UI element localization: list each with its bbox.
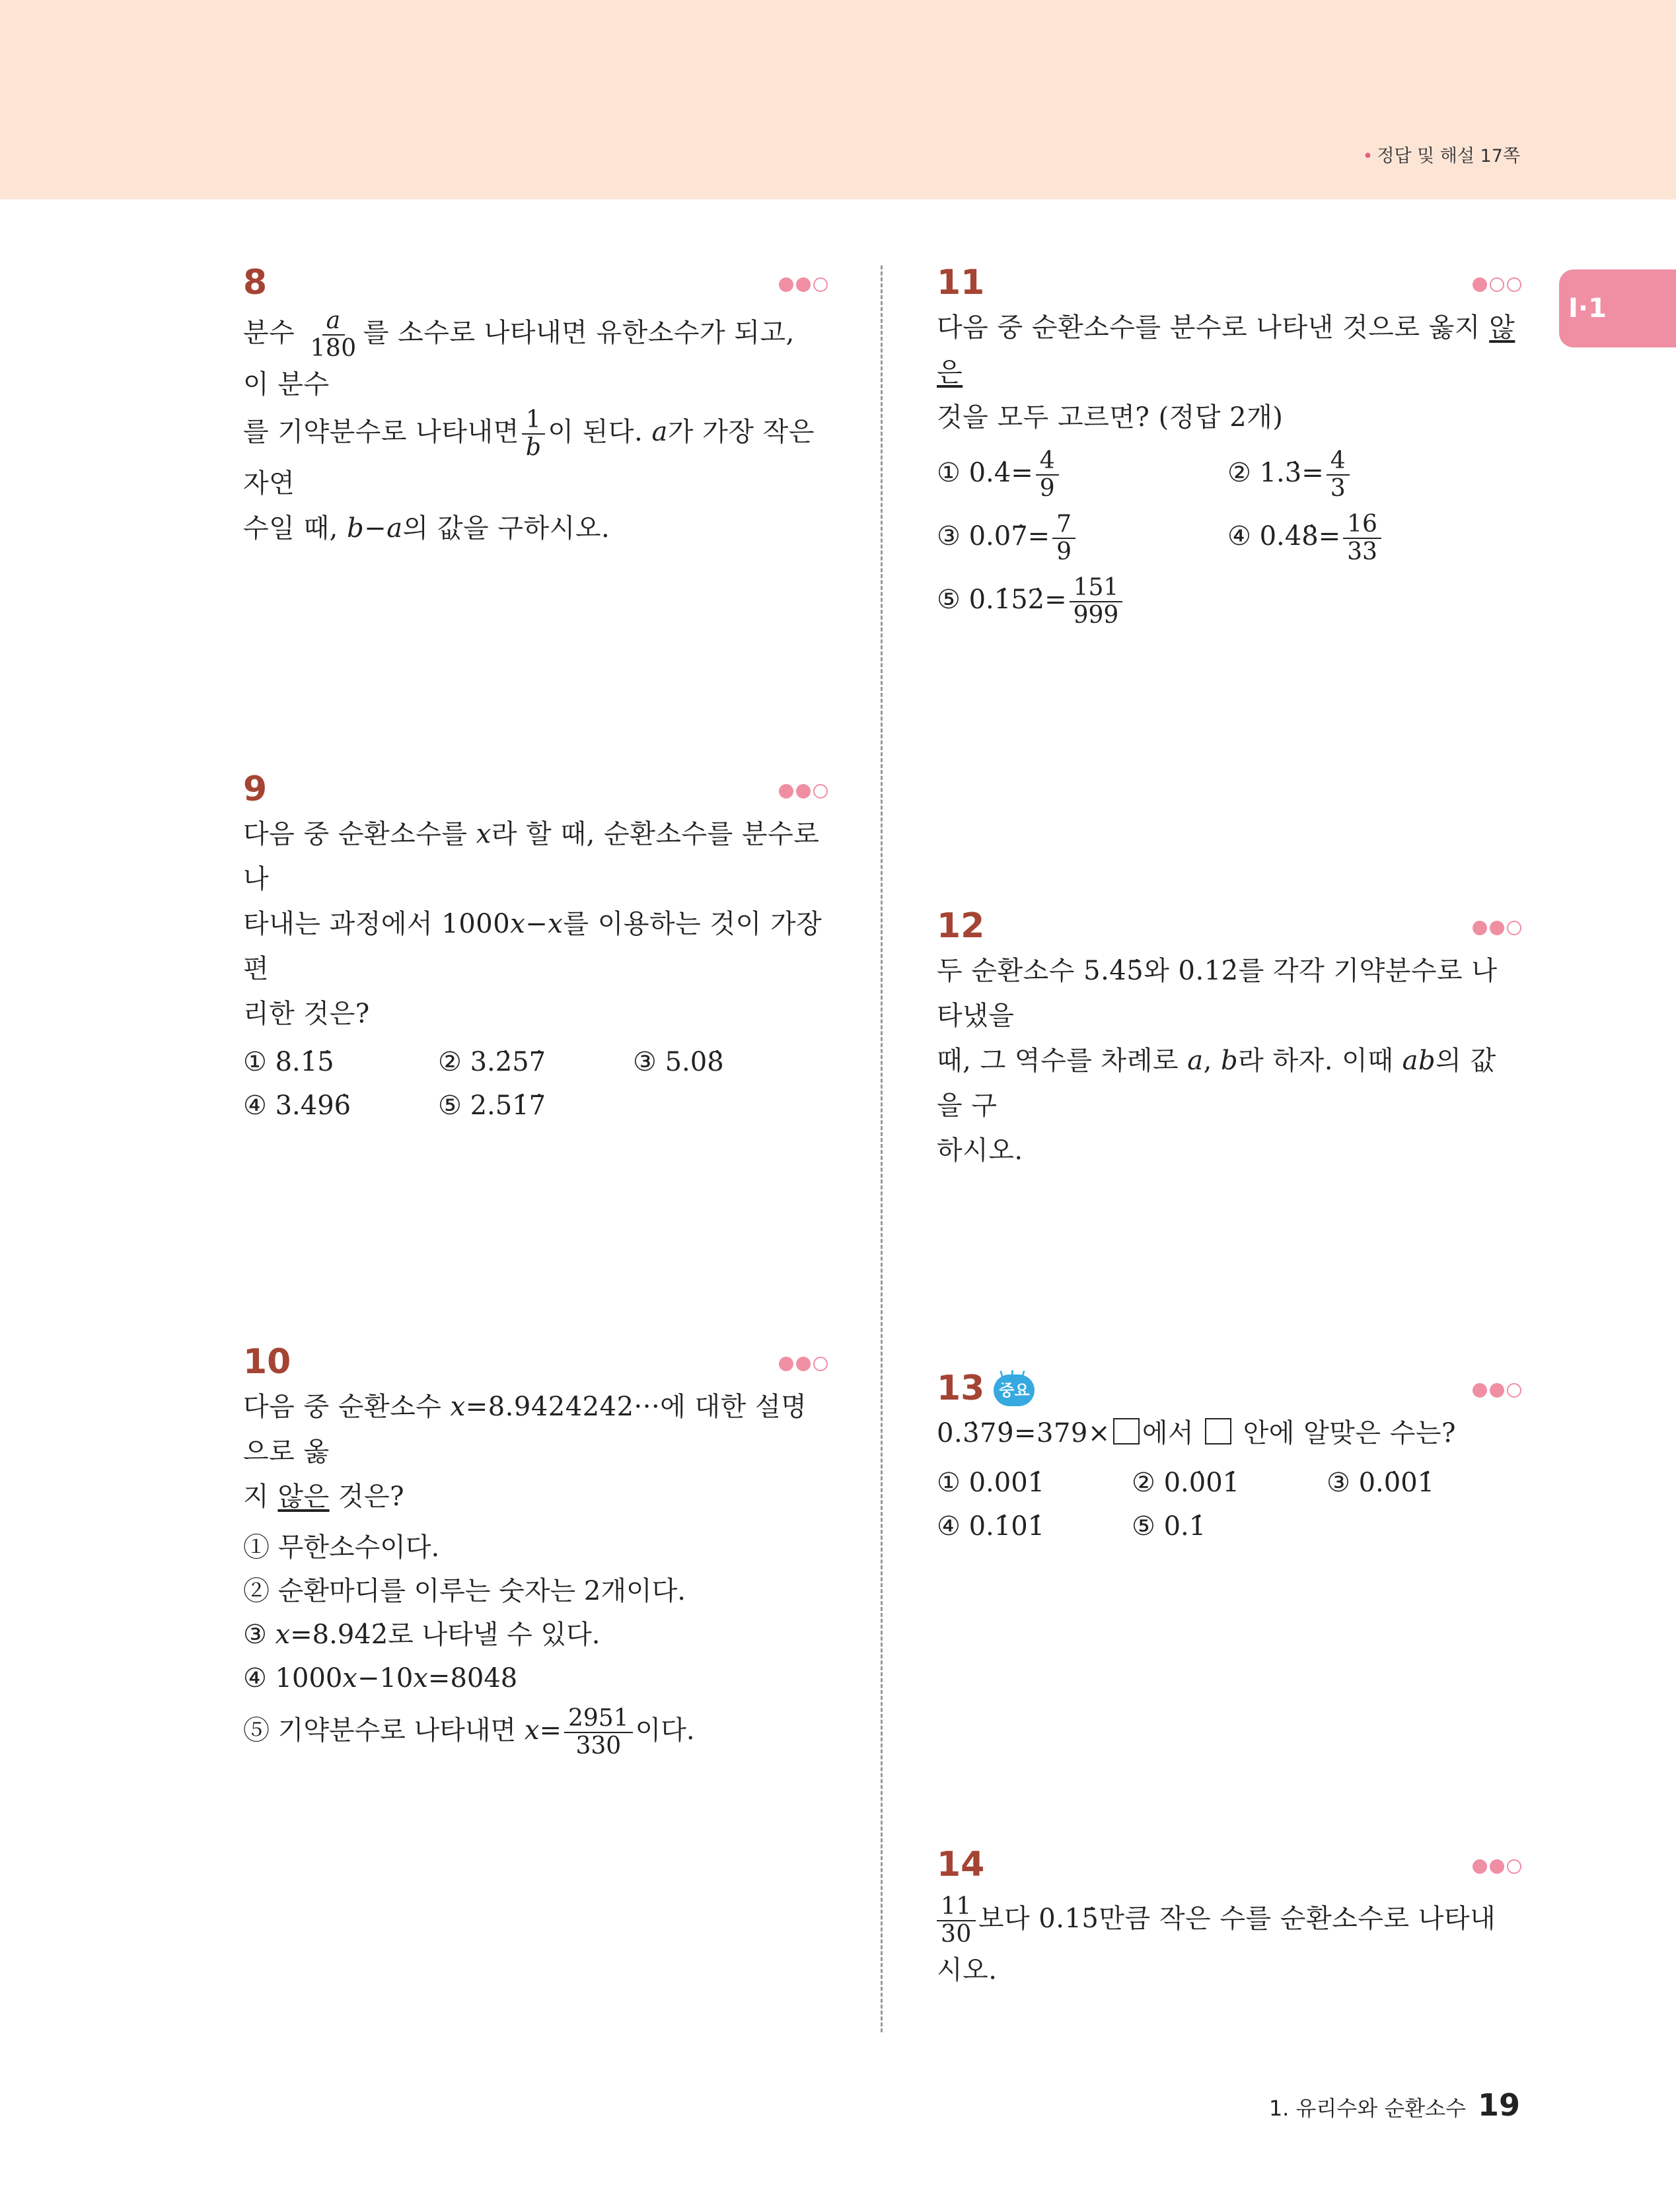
difficulty-dot-empty <box>1507 277 1521 292</box>
problem-text: 다음 중 순환소수를 x라 할 때, 순환소수를 분수로 나 타내는 과정에서 1000x−x를 이용하는 것이 가장 편 리한 것은? <box>243 819 822 1029</box>
option-5[interactable]: ⑤ 0.1̇52̇= $\frac{151}{999}$ <box>937 575 1227 629</box>
answer-reference: • 정답 및 해설 17쪽 <box>1362 146 1520 166</box>
fraction: $\frac{1}{b}$ <box>522 407 546 461</box>
fraction: $\frac{4}{9}$ <box>1036 448 1059 502</box>
option-4[interactable]: ④ 0.4̇8̇= $\frac{16}{33}$ <box>1227 511 1518 565</box>
problem-text: 다음 중 순환소수 x=8.9424242···에 대한 설명으로 옳 지 않은 것은? <box>243 1392 807 1512</box>
option-3[interactable]: ③ 0.0̇01̇ <box>1327 1468 1435 1498</box>
difficulty-dot-empty <box>813 784 828 799</box>
option-5[interactable]: ⑤ 2.51̇7̇ <box>438 1090 546 1121</box>
problem-10 <box>243 1342 828 1760</box>
difficulty-indicator <box>1473 1859 1521 1874</box>
answer-options <box>243 1526 828 1760</box>
blank-box <box>1205 1418 1231 1445</box>
problem-8 <box>243 263 828 551</box>
difficulty-indicator <box>779 277 828 292</box>
difficulty-dot-empty <box>1507 1383 1521 1398</box>
fraction: $\frac{4}{3}$ <box>1327 448 1350 502</box>
difficulty-dot-filled <box>779 277 793 292</box>
difficulty-indicator <box>1473 1383 1521 1398</box>
problem-text: 분수 $\frac{a}{180}$ 를 소수로 나타내면 유한소수가 되고, 이 분수 를 기약분수로 나타내면 $\frac{1}{b}$ 이 된다. a가 가장 작은 자연 수일 때, b−a의 값을 구하시오. <box>243 307 815 544</box>
problem-number: 11 <box>937 263 985 303</box>
difficulty-indicator <box>779 784 828 799</box>
option-4[interactable]: ④ 3.496̇ <box>243 1090 351 1121</box>
option-2[interactable]: ② 순환마디를 이루는 숫자는 2개이다. <box>243 1576 686 1606</box>
option-1[interactable]: ① 0.4̇= $\frac{4}{9}$ <box>937 448 1227 502</box>
problem-14 <box>937 1845 1521 1993</box>
problem-text: 0.3̇79̇=379× 에서 안에 알맞은 수는? <box>937 1418 1456 1448</box>
option-4[interactable]: ④ 0.1̇01̇ <box>937 1511 1045 1542</box>
difficulty-dot-filled <box>1490 1859 1504 1874</box>
difficulty-dot-filled <box>779 784 793 799</box>
problem-13 <box>937 1369 1521 1548</box>
chapter-side-tab: I·1 <box>1559 269 1676 347</box>
answer-options <box>243 1040 828 1127</box>
option-2[interactable]: ② 0.0̇01̇ <box>1132 1468 1240 1498</box>
option-3[interactable]: ③ 0.07̇= $\frac{7}{9}$ <box>937 511 1227 565</box>
problem-text: $\frac{11}{30}$ 보다 0.15̇만큼 작은 수를 순환소수로 나타내시오. <box>937 1893 1496 1985</box>
fraction: $\frac{7}{9}$ <box>1052 511 1075 565</box>
fraction: $\frac{2951}{330}$ <box>564 1705 633 1760</box>
blank-box <box>1113 1418 1140 1445</box>
difficulty-dot-filled <box>1490 1383 1504 1398</box>
fraction: $\frac{a}{180}$ <box>310 307 357 362</box>
option-2[interactable]: ② 1.3̇= $\frac{4}{3}$ <box>1227 448 1518 502</box>
difficulty-dot-filled <box>1473 1859 1487 1874</box>
option-1[interactable]: ① 무한소수이다. <box>243 1532 440 1563</box>
difficulty-dot-empty <box>1490 277 1504 292</box>
difficulty-dot-filled <box>1490 921 1504 935</box>
option-2[interactable]: ② 3.2̇57̇ <box>438 1047 546 1077</box>
difficulty-dot-empty <box>813 277 828 292</box>
problem-number: 13 \|/ 중요 <box>937 1369 1521 1408</box>
option-3[interactable]: ③ 5.08̇ <box>633 1047 724 1077</box>
header-band <box>0 0 1676 199</box>
difficulty-dot-filled <box>796 1357 811 1371</box>
option-1[interactable]: ① 8.1̇5̇ <box>243 1047 334 1077</box>
difficulty-dot-filled <box>796 784 811 799</box>
option-1[interactable]: ① 0.001̇ <box>937 1468 1045 1498</box>
problem-9 <box>243 769 828 1127</box>
problem-text: 다음 중 순환소수를 분수로 나타낸 것으로 옳지 않은 것을 모두 고르면? (정답 2개) <box>937 312 1515 433</box>
problem-number: 10 <box>243 1342 291 1382</box>
fraction: $\frac{11}{30}$ <box>937 1894 976 1948</box>
option-3[interactable]: ③ x=8.94̇2̇로 나타낼 수 있다. <box>243 1620 601 1650</box>
difficulty-indicator <box>1473 277 1521 292</box>
fraction: $\frac{16}{33}$ <box>1343 511 1381 565</box>
difficulty-dot-filled <box>1473 277 1487 292</box>
problem-12 <box>937 906 1521 1173</box>
page-number: 19 <box>1477 2087 1520 2123</box>
problem-11 <box>937 263 1521 629</box>
answer-options <box>937 1461 1521 1548</box>
problem-number: 9 <box>243 769 268 809</box>
important-badge: \|/ 중요 <box>994 1374 1035 1406</box>
difficulty-dot-filled <box>1473 921 1487 935</box>
problem-text: 두 순환소수 5.4̇5̇와 0.12̇를 각각 기약분수로 나타냈을 때, 그 역수를 차례로 a, b라 하자. 이때 ab의 값을 구 하시오. <box>937 956 1498 1166</box>
option-5[interactable]: ⑤ 0.1̇ <box>1132 1511 1206 1542</box>
sparkle-icon: \|/ <box>1000 1368 1029 1386</box>
bullet-icon: • <box>1362 146 1373 166</box>
problem-number: 8 <box>243 263 268 303</box>
difficulty-dot-filled <box>796 277 811 292</box>
difficulty-indicator <box>1473 921 1521 935</box>
difficulty-dot-filled <box>1473 1383 1487 1398</box>
difficulty-dot-empty <box>813 1357 828 1371</box>
difficulty-dot-filled <box>779 1357 793 1371</box>
problem-number: 14 <box>937 1845 985 1884</box>
option-5[interactable]: ⑤ 기약분수로 나타내면 x= $\frac{2951}{330}$ 이다. <box>243 1705 695 1760</box>
difficulty-dot-empty <box>1507 1859 1521 1874</box>
option-4[interactable]: ④ 1000x−10x=8048 <box>243 1663 518 1694</box>
difficulty-dot-empty <box>1507 921 1521 935</box>
page-footer <box>1269 2087 1520 2123</box>
column-divider <box>881 266 883 2032</box>
problem-number: 12 <box>937 906 985 946</box>
chapter-title: 1. 유리수와 순환소수 <box>1268 2096 1466 2121</box>
difficulty-indicator <box>779 1357 828 1371</box>
fraction: $\frac{151}{999}$ <box>1070 575 1123 629</box>
answer-options <box>937 448 1521 629</box>
